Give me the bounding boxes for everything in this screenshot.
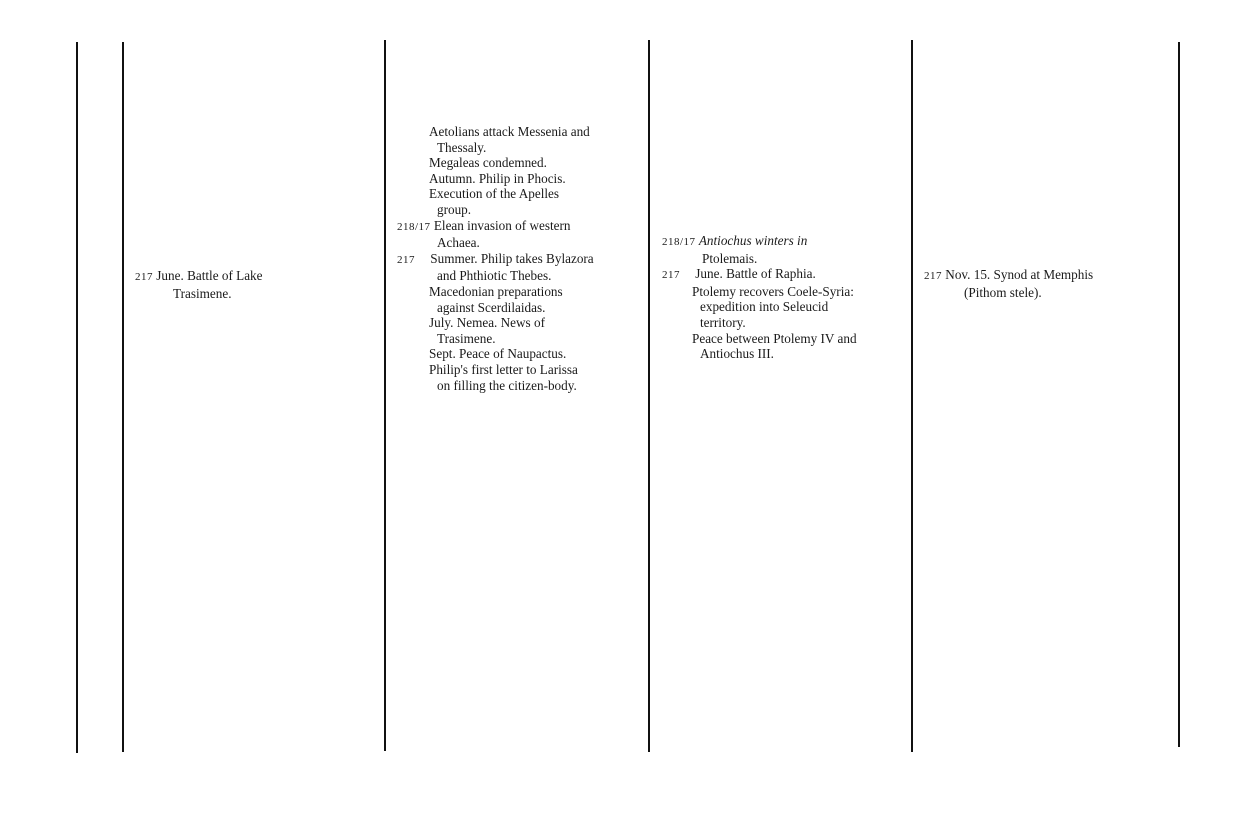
entry-asia-3 <box>662 284 908 331</box>
entry-greece-6 <box>397 251 645 284</box>
entry-text: Megaleas condemned. <box>429 155 547 171</box>
entry-line <box>397 218 645 236</box>
entry-line <box>924 267 1174 285</box>
entry-rome-1 <box>135 268 375 301</box>
entry-year: 217 <box>135 271 153 283</box>
entry-text: Execution of the Apelles <box>429 186 560 202</box>
column-rule-2 <box>122 42 124 752</box>
column-rule-6 <box>1178 42 1180 747</box>
entry-text: June. Battle of Lake <box>156 268 263 283</box>
entry-greece-9 <box>397 346 645 362</box>
column-rule-4 <box>648 40 650 752</box>
entry-text: Nov. 15. Synod at Memphis <box>945 267 1094 282</box>
entry-text: Antiochus winters in <box>698 233 808 248</box>
entry-line <box>135 268 375 286</box>
entry-text: Summer. Philip takes Bylazora <box>430 250 594 266</box>
entry-text: Macedonian preparations <box>429 283 563 299</box>
entry-text: Achaea. <box>437 235 480 251</box>
entry-text: territory. <box>700 314 746 330</box>
entry-text: against Scerdilaidas. <box>437 299 546 315</box>
entry-line <box>662 233 908 251</box>
entry-greece-5 <box>397 218 645 251</box>
column-rome <box>135 268 375 301</box>
entry-text: Sept. Peace of Naupactus. <box>429 346 567 362</box>
column-asia <box>662 233 908 362</box>
entry-greece-7 <box>397 284 645 315</box>
entry-text: Trasimene. <box>173 285 232 301</box>
entry-line <box>662 266 908 284</box>
entry-year: 217 <box>924 270 942 282</box>
entry-greece-3 <box>397 171 645 187</box>
entry-greece-10 <box>397 362 645 393</box>
entry-text: Peace between Ptolemy IV and <box>692 330 857 346</box>
entry-text: and Phthiotic Thebes. <box>437 268 552 284</box>
entry-year: 217 <box>397 253 415 266</box>
entry-text: Philip's first letter to Larissa <box>429 361 578 377</box>
column-greece <box>397 124 645 393</box>
column-rule-3 <box>384 40 386 751</box>
entry-year: 218/17 <box>662 236 696 248</box>
entry-line <box>397 251 645 269</box>
column-rule-1 <box>76 42 78 753</box>
entry-greece-1 <box>397 124 645 155</box>
entry-text: on filling the citizen-body. <box>437 377 577 393</box>
entry-text: Elean invasion of western <box>433 217 571 233</box>
entry-greece-2 <box>397 155 645 171</box>
entry-year: 217 <box>662 269 680 282</box>
entry-text: Trasimene. <box>437 330 496 346</box>
entry-text: group. <box>437 201 472 217</box>
entry-asia-1 <box>662 233 908 266</box>
entry-text: (Pithom stele). <box>964 284 1042 300</box>
entry-text: June. Battle of Raphia. <box>695 266 816 282</box>
entry-greece-8 <box>397 315 645 346</box>
column-egypt <box>924 267 1174 300</box>
entry-text: Thessaly. <box>437 139 487 155</box>
entry-greece-4 <box>397 186 645 217</box>
entry-asia-4 <box>662 331 908 362</box>
entry-text: Autumn. Philip in Phocis. <box>429 170 566 186</box>
entry-text: Antiochus III. <box>700 346 774 362</box>
entry-year: 218/17 <box>397 220 431 233</box>
entry-text: July. Nemea. News of <box>429 315 545 331</box>
entry-text: expedition into Seleucid <box>700 299 829 315</box>
column-rule-5 <box>911 40 913 752</box>
entry-asia-2 <box>662 266 908 284</box>
entry-egypt-1 <box>924 267 1174 300</box>
entry-text: Aetolians attack Messenia and <box>429 124 590 139</box>
entry-text: Ptolemy recovers Coele-Syria: <box>692 283 854 299</box>
entry-text: Ptolemais. <box>702 250 758 266</box>
